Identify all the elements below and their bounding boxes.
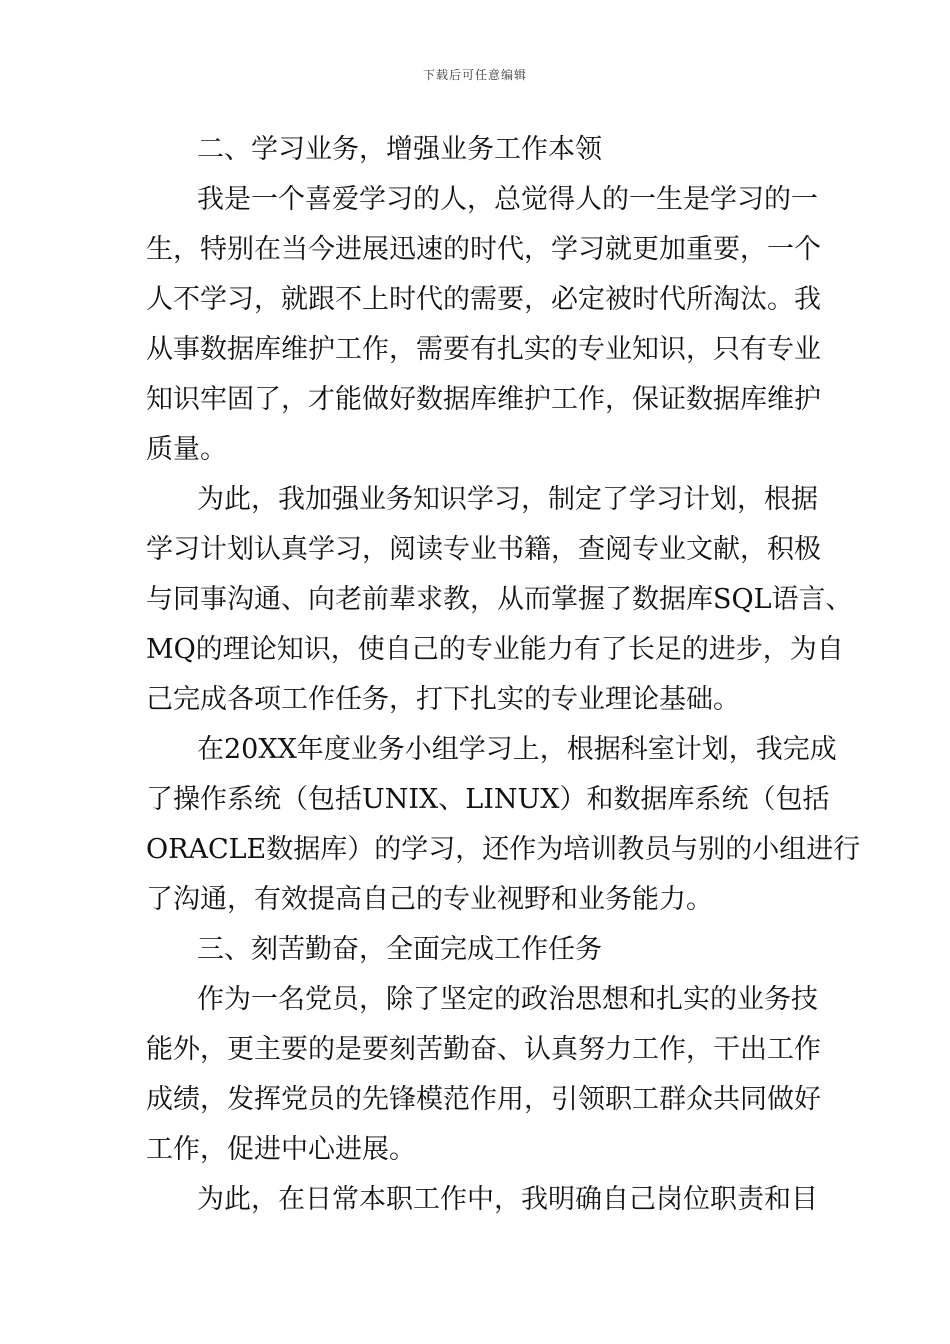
text-line: 二、学习业务，增强业务工作本领 — [197, 134, 602, 165]
text-line: 生，特别在当今进展迅速的时代，学习就更加重要，一个 — [146, 234, 821, 265]
document-body — [146, 125, 861, 1225]
text-line: 为此，我加强业务知识学习，制定了学习计划，根据 — [197, 484, 818, 515]
text-line: 人不学习，就跟不上时代的需要，必定被时代所淘汰。我 — [146, 284, 821, 315]
text-line: 己完成各项工作任务，打下扎实的专业理论基础。 — [146, 684, 740, 715]
text-line: 学习计划认真学习，阅读专业书籍，查阅专业文献，积极 — [146, 534, 821, 565]
text-line: 为此，在日常本职工作中，我明确自己岗位职责和目 — [197, 1184, 818, 1215]
header-note: 下载后可任意编辑 — [422, 68, 527, 82]
text-line: 能外，更主要的是要刻苦勤奋、认真努力工作，干出工作 — [146, 1034, 821, 1065]
text-line: 工作，促进中心进展。 — [146, 1134, 416, 1165]
text-line: 知识牢固了，才能做好数据库维护工作，保证数据库维护 — [146, 384, 821, 415]
text-line: 了沟通，有效提高自己的专业视野和业务能力。 — [146, 884, 713, 915]
text-line: 在20XX年度业务小组学习上，根据科室计划，我完成 — [197, 734, 837, 765]
text-line: MQ的理论知识，使自己的专业能力有了长足的进步，为自 — [146, 634, 844, 665]
text-line: 了操作系统（包括UNIX、LINUX）和数据库系统（包括 — [146, 784, 830, 815]
text-line: 成绩，发挥党员的先锋模范作用，引领职工群众共同做好 — [146, 1084, 821, 1115]
text-line: 从事数据库维护工作，需要有扎实的专业知识，只有专业 — [146, 334, 821, 365]
text-line: 三、刻苦勤奋，全面完成工作任务 — [197, 934, 602, 965]
text-line: 与同事沟通、向老前辈求教，从而掌握了数据库SQL语言、 — [146, 584, 853, 615]
text-line: 作为一名党员，除了坚定的政治思想和扎实的业务技 — [197, 984, 818, 1015]
text-line: 质量。 — [146, 434, 227, 465]
text-line: 我是一个喜爱学习的人，总觉得人的一生是学习的一 — [197, 184, 818, 215]
text-line: ORACLE数据库）的学习，还作为培训教员与别的小组进行 — [146, 834, 861, 865]
